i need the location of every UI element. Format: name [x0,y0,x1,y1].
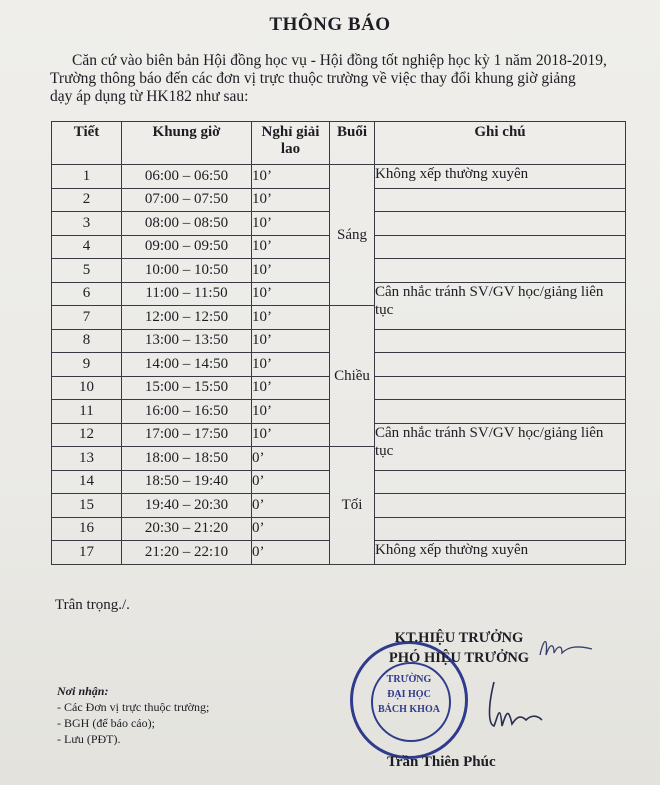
cell-khung-gio: 09:00 – 09:50 [122,235,252,259]
cell-nghi-giai-lao: 10’ [252,376,330,400]
cell-ghi-chu: Không xếp thường xuyên [375,165,626,189]
cell-khung-gio: 15:00 – 15:50 [122,376,252,400]
note-line: tục [375,442,394,459]
cell-ghi-chu [375,329,626,353]
cell-ghi-chu [375,235,626,259]
cell-tiet: 14 [52,470,122,494]
cell-tiet: 10 [52,376,122,400]
recipient-item: - BGH (để báo cáo); [57,716,155,730]
recipient-item: - Lưu (PĐT). [57,732,121,746]
cell-khung-gio: 19:40 – 20:30 [122,494,252,518]
cell-ghi-chu [375,376,626,400]
cell-nghi-giai-lao: 10’ [252,212,330,236]
cell-khung-gio: 21:20 – 22:10 [122,541,252,565]
header-ghi-chu: Ghi chú [375,122,626,165]
cell-khung-gio: 18:50 – 19:40 [122,470,252,494]
intro-line-2: Trường thông báo đến các đơn vị trực thuộc trường về việc thay đổi khung giờ giảng [50,70,576,87]
intro-line-3: dạy áp dụng từ HK182 như sau: [50,88,249,105]
cell-ghi-chu [375,494,626,518]
header-buoi: Buổi [330,122,375,165]
header-khung-gio: Khung giờ [122,122,252,165]
table-row [52,165,626,189]
note-line: tục [375,301,394,318]
cell-nghi-giai-lao: 10’ [252,259,330,283]
cell-nghi-giai-lao: 10’ [252,423,330,447]
cell-nghi-giai-lao: 10’ [252,353,330,377]
closing-text: Trân trọng./. [55,597,130,613]
cell-tiet: 15 [52,494,122,518]
handwritten-signature [480,676,560,736]
cell-tiet: 12 [52,423,122,447]
header-tiet: Tiết [52,122,122,165]
cell-nghi-giai-lao: 0’ [252,541,330,565]
cell-tiet: 3 [52,212,122,236]
cell-ghi-chu [375,212,626,236]
seal-text [353,672,465,717]
cell-tiet: 6 [52,282,122,306]
cell-khung-gio: 16:00 – 16:50 [122,400,252,424]
intro-line-1: Căn cứ vào biên bản Hội đồng học vụ - Hội đồng tốt nghiệp học kỳ 1 năm 2018-2019, [72,52,607,69]
cell-tiet: 2 [52,188,122,212]
cell-ghi-chu [375,353,626,377]
recipient-item: - Các Đơn vị trực thuộc trường; [57,700,210,714]
cell-ghi-chu [375,470,626,494]
cell-tiet: 8 [52,329,122,353]
seal-line: ĐẠI HỌC [387,689,431,700]
cell-nghi-giai-lao: 10’ [252,306,330,330]
cell-tiet: 1 [52,165,122,189]
cell-tiet: 13 [52,447,122,471]
seal-line: TRƯỜNG [386,674,432,685]
cell-tiet: 17 [52,541,122,565]
cell-khung-gio: 20:30 – 21:20 [122,517,252,541]
header-nghi-giai-lao: Nghỉ giải lao [252,122,330,165]
cell-khung-gio: 11:00 – 11:50 [122,282,252,306]
note-line: Cân nhắc tránh SV/GV học/giảng liên [375,283,604,300]
cell-khung-gio: 06:00 – 06:50 [122,165,252,189]
cell-nghi-giai-lao: 10’ [252,400,330,424]
table-header-row [52,122,626,165]
cell-nghi-giai-lao: 0’ [252,447,330,471]
note-line: Cân nhắc tránh SV/GV học/giảng liên [375,424,604,441]
cell-ghi-chu [375,282,626,329]
recipients-header: Nơi nhận: [57,684,109,698]
signer-name: Trần Thiên Phúc [387,754,496,770]
cell-khung-gio: 13:00 – 13:50 [122,329,252,353]
cell-ghi-chu [375,188,626,212]
cell-ghi-chu [375,517,626,541]
cell-buoi-toi: Tối [330,447,375,565]
cell-nghi-giai-lao: 10’ [252,165,330,189]
cell-tiet: 5 [52,259,122,283]
cell-ghi-chu [375,423,626,470]
signatory-title-line-1: KT.HIỆU TRƯỞNG [394,630,524,646]
initial-signature [536,633,596,663]
cell-khung-gio: 18:00 – 18:50 [122,447,252,471]
cell-nghi-giai-lao: 10’ [252,188,330,212]
cell-ghi-chu: Không xếp thường xuyên [375,541,626,565]
recipients-block [57,683,209,747]
cell-nghi-giai-lao: 0’ [252,517,330,541]
cell-nghi-giai-lao: 0’ [252,494,330,518]
signatory-title [374,628,544,668]
cell-khung-gio: 07:00 – 07:50 [122,188,252,212]
cell-tiet: 16 [52,517,122,541]
cell-khung-gio: 10:00 – 10:50 [122,259,252,283]
schedule-table [51,121,626,565]
document-title: THÔNG BÁO [269,14,391,35]
cell-nghi-giai-lao: 10’ [252,235,330,259]
seal-line: BÁCH KHOA [378,704,440,715]
intro-paragraph [50,52,630,106]
cell-nghi-giai-lao: 10’ [252,282,330,306]
cell-tiet: 9 [52,353,122,377]
cell-ghi-chu [375,400,626,424]
cell-tiet: 11 [52,400,122,424]
cell-khung-gio: 17:00 – 17:50 [122,423,252,447]
cell-nghi-giai-lao: 0’ [252,470,330,494]
cell-nghi-giai-lao: 10’ [252,329,330,353]
cell-buoi-chieu: Chiều [330,306,375,447]
cell-ghi-chu [375,259,626,283]
cell-khung-gio: 12:00 – 12:50 [122,306,252,330]
cell-tiet: 4 [52,235,122,259]
cell-buoi-sang: Sáng [330,165,375,306]
cell-tiet: 7 [52,306,122,330]
cell-khung-gio: 08:00 – 08:50 [122,212,252,236]
cell-khung-gio: 14:00 – 14:50 [122,353,252,377]
signatory-title-line-2: PHÓ HIỆU TRƯỞNG [388,650,530,666]
